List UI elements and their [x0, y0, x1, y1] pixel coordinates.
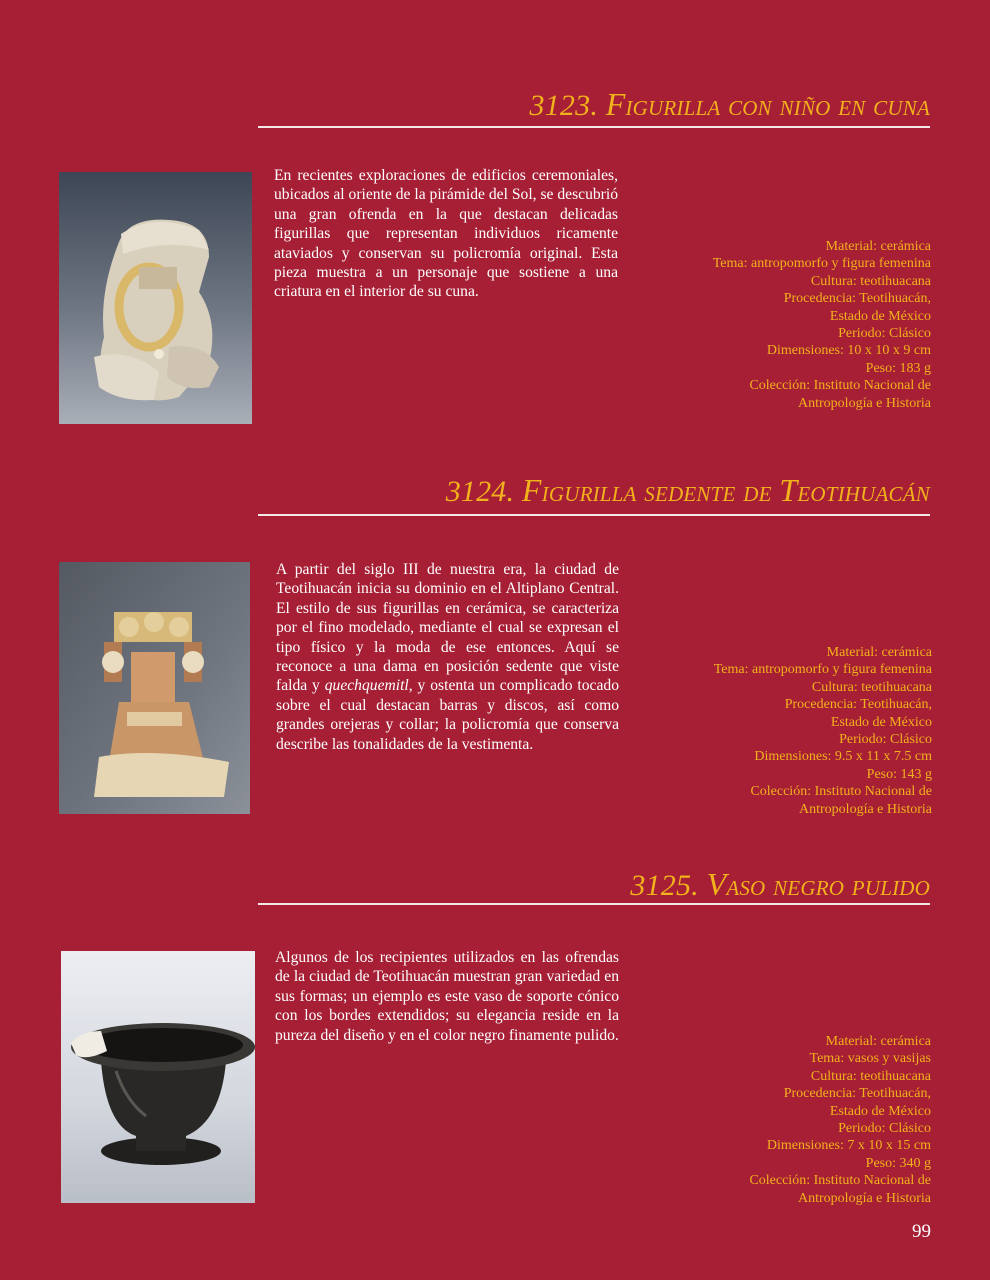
spec-coleccion: Colección: Instituto Nacional de — [749, 1173, 931, 1189]
spec-dimensiones: Dimensiones: 9.5 x 11 x 7.5 cm — [754, 749, 932, 765]
description-text: A partir del siglo III de nuestra era, la ciudad de Teotihuacán inicia su dominio en el Altiplano Central. El estilo de sus figurillas en cerámica, se caracteriza por el fino modelado, mediante el cual se expresan el tipo físico y la moda de ese entonces. Aquí se reconoce a una dama en posición sedente que viste falda y — [276, 561, 619, 695]
spec-cultura: Cultura: teotihuacana — [810, 273, 931, 289]
seated-figurine-photo — [59, 562, 250, 814]
spec-procedencia-cont: Estado de México — [830, 714, 932, 730]
description-text-cont: , y ostenta un complicado tocado sobre el cual destacan barras y discos, así como grandes orejeras y collar; la policromía que conserva describe las tonalidades de la vestimenta. — [276, 677, 619, 753]
spec-procedencia-cont: Estado de México — [829, 308, 931, 324]
title-initial-2: T — [779, 472, 798, 508]
spec-tema: Tema: antropomorfo y figura femenina — [712, 256, 931, 272]
title-rest-2: eotihuacán — [797, 475, 930, 508]
spec-dimensiones: Dimensiones: 10 x 10 x 9 cm — [766, 343, 931, 359]
spec-coleccion: Colección: Instituto Nacional de — [749, 378, 931, 394]
spec-tema: Tema: antropomorfo y figura femenina — [713, 662, 932, 678]
entry-specs — [632, 644, 932, 818]
title-rest: aso negro pulido — [726, 869, 930, 902]
title-initial: F — [605, 86, 626, 122]
black-vessel-photo — [61, 951, 255, 1203]
figurine-cradle-photo — [59, 172, 252, 424]
spec-periodo: Periodo: Clásico — [838, 1121, 931, 1137]
entry-number: 3123. — [529, 89, 599, 122]
spec-dimensiones: Dimensiones: 7 x 10 x 15 cm — [766, 1138, 931, 1154]
spec-procedencia: Procedencia: Teotihuacán, — [783, 1086, 931, 1102]
entry-specs — [631, 238, 931, 412]
title-initial: F — [521, 472, 542, 508]
title-rest: igurilla sedente de — [541, 475, 780, 508]
spec-procedencia: Procedencia: Teotihuacán, — [783, 291, 931, 307]
title-rest: igurilla con niño en cuna — [625, 89, 930, 122]
spec-periodo: Periodo: Clásico — [838, 326, 931, 342]
spec-peso: Peso: 143 g — [866, 766, 932, 782]
entry-number: 3125. — [630, 869, 699, 902]
spec-coleccion-cont: Antropología e Historia — [798, 1190, 931, 1206]
entry-number: 3124. — [445, 475, 515, 508]
spec-material: Material: cerámica — [825, 1034, 931, 1049]
description-term: quechquemitl — [324, 677, 409, 695]
spec-procedencia-cont: Estado de México — [829, 1103, 931, 1119]
title-divider — [258, 126, 930, 128]
spec-coleccion-cont: Antropología e Historia — [798, 395, 931, 411]
entry-title-3125 — [630, 866, 930, 903]
spec-peso: Peso: 183 g — [865, 360, 931, 376]
entry-description: En recientes exploraciones de edificios ceremoniales, ubicados al oriente de la pirámide del Sol, se descubrió una gran ofrenda en la que destacan delicadas figurillas que representan individuos ricamente ataviados y conservan su policromía original. Esta pieza muestra a un personaje que sostiene a una criatura en el interior de su cuna. — [274, 167, 618, 301]
title-divider — [258, 514, 930, 516]
page-number: 99 — [912, 1221, 931, 1242]
entry-description — [276, 560, 619, 754]
spec-coleccion: Colección: Instituto Nacional de — [750, 784, 932, 800]
spec-peso: Peso: 340 g — [865, 1155, 931, 1171]
spec-procedencia: Procedencia: Teotihuacán, — [784, 697, 932, 713]
title-divider — [258, 903, 930, 905]
spec-coleccion-cont: Antropología e Historia — [799, 801, 932, 817]
title-initial: V — [706, 866, 727, 902]
spec-cultura: Cultura: teotihuacana — [811, 679, 932, 695]
spec-tema: Tema: vasos y vasijas — [809, 1051, 931, 1067]
entry-title-3123 — [530, 86, 930, 123]
spec-material: Material: cerámica — [826, 645, 932, 660]
entry-specs — [631, 1033, 931, 1207]
entry-description: Algunos de los recipientes utilizados en las ofrendas de la ciudad de Teotihuacán muestran gran variedad en sus formas; un ejemplo es este vaso de soporte cónico con los bordes extendidos; su elegancia reside en la pureza del diseño y en el color negro finamente pulido. — [275, 949, 619, 1044]
spec-cultura: Cultura: teotihuacana — [810, 1068, 931, 1084]
entry-title-3124 — [446, 472, 930, 509]
spec-material: Material: cerámica — [825, 239, 931, 254]
spec-periodo: Periodo: Clásico — [839, 732, 932, 748]
